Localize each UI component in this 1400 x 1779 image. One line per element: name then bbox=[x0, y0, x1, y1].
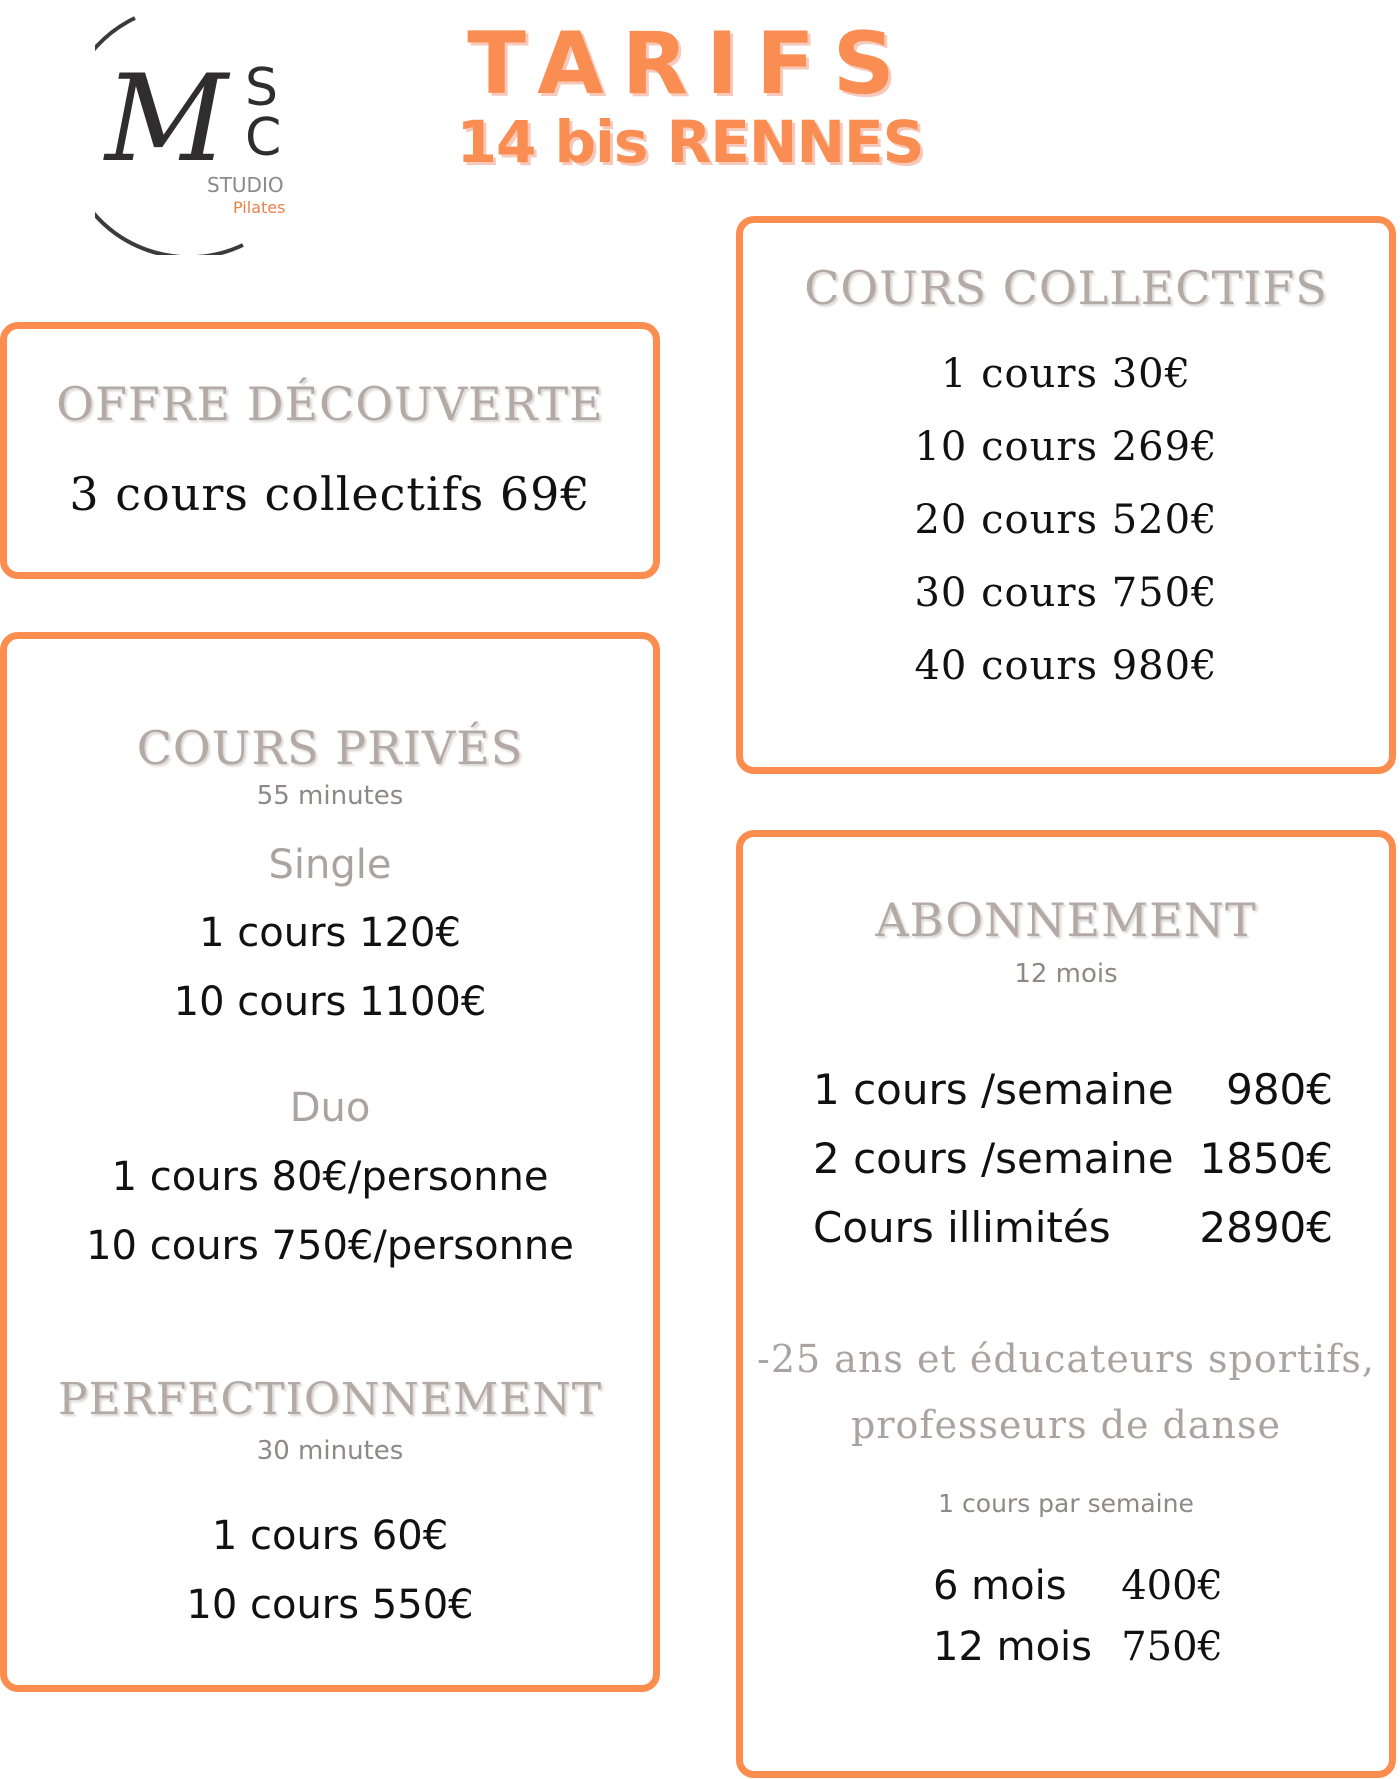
abonnement-row-label: 1 cours /semaine bbox=[813, 1065, 1174, 1114]
abonnement-row-price: 1850€ bbox=[1199, 1134, 1333, 1183]
perfectionnement-title: PERFECTIONNEMENT bbox=[57, 1374, 603, 1425]
reduced-note: 1 cours par semaine bbox=[938, 1489, 1194, 1518]
reduced-row-label: 6 mois bbox=[933, 1563, 1067, 1609]
logo-monogram-c: C bbox=[245, 108, 282, 168]
duo-item: 1 cours 80€/personne bbox=[111, 1154, 549, 1200]
single-item: 10 cours 1100€ bbox=[173, 979, 487, 1025]
perfectionnement-duration: 30 minutes bbox=[256, 1436, 404, 1466]
perfectionnement-item: 1 cours 60€ bbox=[211, 1513, 449, 1559]
abonnement-row-label: Cours illimités bbox=[813, 1203, 1111, 1252]
reduced-row-price: 400€ bbox=[1121, 1563, 1223, 1609]
reduced-line-1: -25 ans et éducateurs sportifs, bbox=[757, 1337, 1375, 1381]
duo-label: Duo bbox=[289, 1085, 371, 1131]
collectifs-item: 30 cours 750€ bbox=[914, 570, 1218, 616]
abonnement-title: ABONNEMENT bbox=[875, 893, 1257, 947]
cours-collectifs-box bbox=[736, 216, 1396, 774]
prives-duration: 55 minutes bbox=[256, 781, 404, 811]
abonnement-duration: 12 mois bbox=[1014, 959, 1118, 989]
offre-decouverte-box bbox=[0, 322, 660, 579]
page-title: TARIFS bbox=[467, 14, 913, 114]
duo-item: 10 cours 750€/personne bbox=[86, 1223, 574, 1269]
collectifs-item: 40 cours 980€ bbox=[914, 643, 1218, 689]
offre-title: OFFRE DÉCOUVERTE bbox=[56, 377, 604, 431]
collectifs-title: COURS COLLECTIFS bbox=[804, 261, 1328, 315]
abonnement-row-price: 2890€ bbox=[1199, 1203, 1333, 1252]
prives-title: COURS PRIVÉS bbox=[136, 721, 524, 775]
studio-logo bbox=[95, 10, 330, 255]
reduced-row-label: 12 mois bbox=[933, 1624, 1093, 1670]
page-subtitle: 14 bis RENNES bbox=[456, 108, 924, 176]
single-item: 1 cours 120€ bbox=[199, 910, 461, 956]
abonnement-box bbox=[736, 830, 1396, 1778]
logo-pilates: Pilates bbox=[233, 198, 286, 217]
single-label: Single bbox=[268, 842, 392, 888]
reduced-row-price: 750€ bbox=[1121, 1624, 1223, 1670]
offre-line: 3 cours collectifs 69€ bbox=[69, 467, 591, 521]
logo-studio: STUDIO bbox=[207, 173, 284, 197]
collectifs-item: 20 cours 520€ bbox=[914, 497, 1218, 543]
abonnement-row-price: 980€ bbox=[1226, 1065, 1333, 1114]
logo-arc bbox=[95, 10, 330, 255]
abonnement-row-label: 2 cours /semaine bbox=[813, 1134, 1174, 1183]
perfectionnement-item: 10 cours 550€ bbox=[186, 1582, 474, 1628]
collectifs-item: 1 cours 30€ bbox=[940, 351, 1192, 397]
collectifs-item: 10 cours 269€ bbox=[914, 424, 1218, 470]
logo-monogram-m: M bbox=[105, 50, 228, 189]
reduced-line-2: professeurs de danse bbox=[851, 1403, 1281, 1447]
cours-prives-box bbox=[0, 632, 660, 1692]
logo-monogram-s: S bbox=[245, 58, 279, 118]
